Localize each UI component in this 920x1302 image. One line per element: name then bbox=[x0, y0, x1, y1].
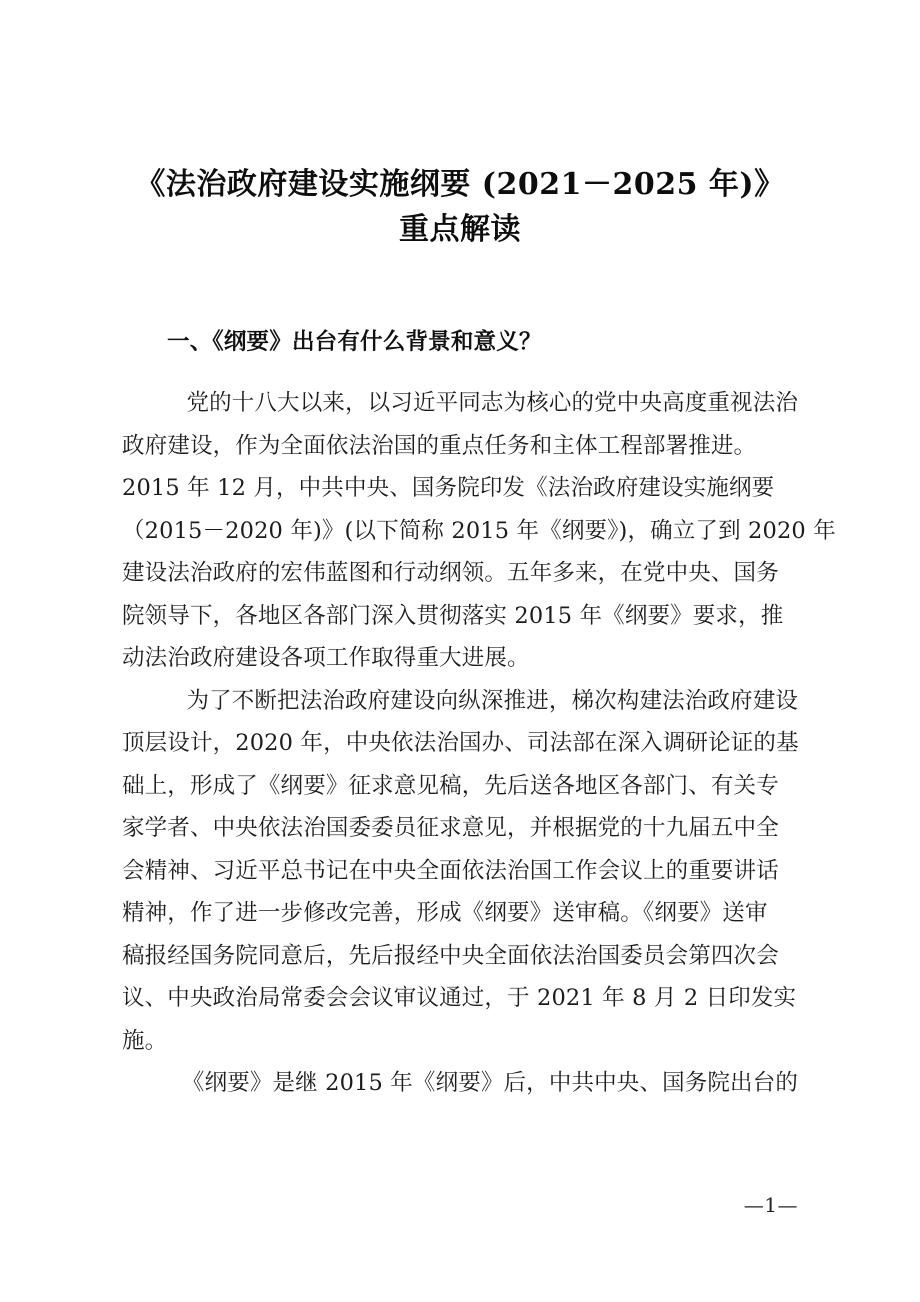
paragraph-line: 精神，作了进一步修改完善，形成《纲要》送审稿。《纲要》送审 bbox=[122, 900, 768, 926]
paragraph-indent bbox=[122, 680, 167, 723]
paragraph-line: 动法治政府建设各项工作取得重大进展。 bbox=[122, 645, 530, 671]
paragraph-line: 2015 年 12 月，中共中央、国务院印发《法治政府建设实施纲要 bbox=[122, 475, 775, 501]
paragraph-1 bbox=[122, 382, 836, 680]
section-heading: 一、《纲要》出台有什么背景和意义？ bbox=[167, 329, 542, 355]
paragraph-line: 建设法治政府的宏伟蓝图和行动纲领。五年多来，在党中央、国务 bbox=[122, 560, 779, 586]
paragraph-indent bbox=[122, 382, 167, 425]
page-title-line-2: 重点解读 bbox=[399, 212, 521, 247]
paragraph-line: 家学者、中央依法治国委委员征求意见，并根据党的十九届五中全 bbox=[122, 815, 779, 841]
paragraph-line: 政府建设，作为全面依法治国的重点任务和主体工程部署推进。 bbox=[122, 432, 757, 459]
paragraph-line: 《纲要》是继 2015 年《纲要》后，中共中央、国务院出台的 bbox=[122, 1062, 798, 1105]
paragraph-line: （2015－2020 年)》(以下简称 2015 年《纲要》)，确立了到 2020 年 bbox=[122, 517, 836, 544]
page-number: —1— bbox=[743, 1193, 798, 1217]
paragraph-2 bbox=[122, 680, 798, 1063]
paragraph-line: 础上，形成了《纲要》征求意见稿，先后送各地区各部门、有关专 bbox=[122, 772, 779, 799]
page-title bbox=[122, 162, 798, 252]
paragraph-indent bbox=[122, 1062, 167, 1105]
paragraph-line: 顶层设计，2020 年，中央依法治国办、司法部在深入调研论证的基 bbox=[122, 730, 799, 756]
paragraph-line: 会精神、习近平总书记在中央全面依法治国工作会议上的重要讲话 bbox=[122, 857, 779, 884]
document-body bbox=[122, 382, 836, 1105]
paragraph-3 bbox=[122, 1062, 798, 1105]
paragraph-line: 稿报经国务院同意后，先后报经中央全面依法治国委员会第四次会 bbox=[122, 942, 779, 969]
paragraph-line: 为了不断把法治政府建设向纵深推进，梯次构建法治政府建设 bbox=[122, 680, 798, 723]
page-title-line-1: 《法治政府建设实施纲要 (2021－2025 年)》 bbox=[135, 167, 785, 202]
paragraph-line: 党的十八大以来，以习近平同志为核心的党中央高度重视法治 bbox=[122, 382, 798, 425]
paragraph-line: 议、中央政治局常委会会议审议通过，于 2021 年 8 月 2 日印发实 bbox=[122, 985, 797, 1011]
paragraph-line: 施。 bbox=[122, 1027, 168, 1054]
paragraph-line: 院领导下，各地区各部门深入贯彻落实 2015 年《纲要》要求，推 bbox=[122, 602, 784, 629]
